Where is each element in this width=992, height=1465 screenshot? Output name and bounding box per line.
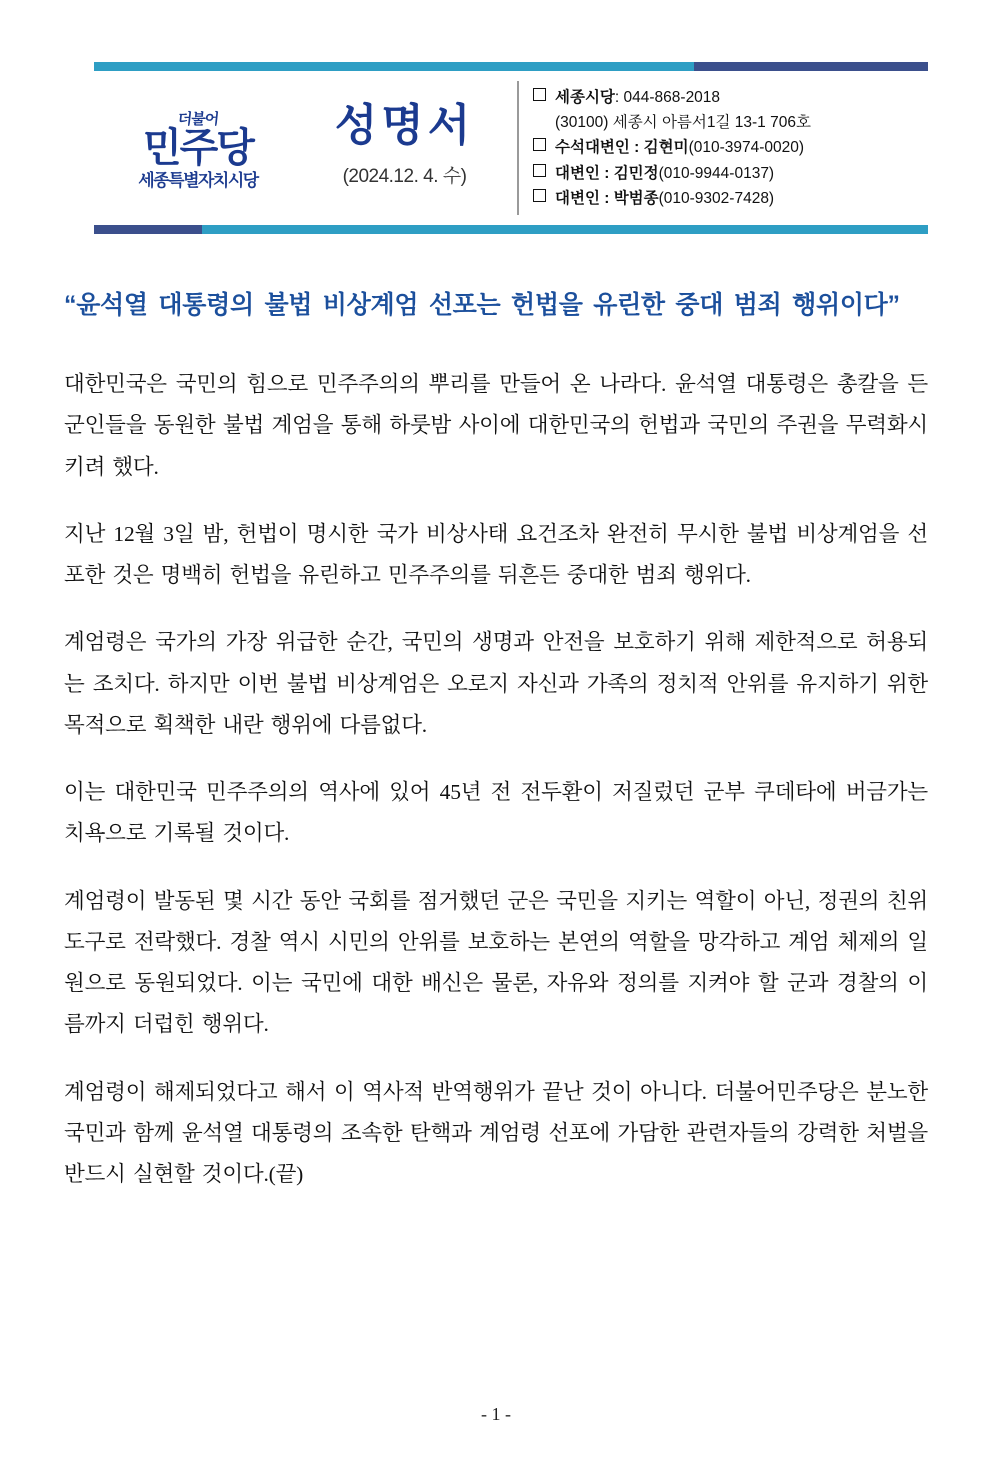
- page-number: - 1 -: [481, 1404, 511, 1424]
- statement-headline: “윤석열 대통령의 불법 비상계엄 선포는 헌법을 유린한 중대 범죄 행위이다”: [64, 291, 900, 319]
- document-title-block: [302, 102, 507, 193]
- contact-line: [533, 110, 928, 135]
- party-logo: [94, 108, 302, 189]
- contact-address: (30100) 세종시 아름서1길 13-1 706호: [555, 114, 811, 132]
- header-bottom-rule-cyan: [202, 225, 928, 234]
- paragraph: 이는 대한민국 민주주의의 역사에 있어 45년 전 전두환이 저질렀던 군부 쿠데타에 버금가는 치욕으로 기록될 것이다.: [64, 780, 928, 846]
- paragraph: 지난 12월 3일 밤, 헌법이 명시한 국가 비상사태 요건조차 완전히 무시한 불법 비상계엄을 선포한 것은 명백히 헌법을 유린하고 민주주의를 뒤흔든 중대한 범죄 행위다.: [64, 521, 928, 588]
- contact-label: 대변인 : 박범종: [555, 189, 659, 207]
- contact-value: (010-9944-0137): [658, 164, 775, 182]
- paragraph: 계엄령이 발동된 몇 시간 동안 국회를 점거했던 군은 국민을 지키는 역할이 아닌, 정권의 친위 도구로 전락했다. 경찰 역시 시민의 안위를 보호하는 본연의 역할을 망각하고 계엄 체제의 일원으로 동원되었다. 이는 국민에 대한 배신은 물론, 자유와 정의를 지켜야 할 군과 경찰의 이름까지 더럽힌 행위다.: [64, 888, 928, 1037]
- header-bottom-rule: [94, 225, 928, 234]
- contact-value: (010-3974-0020): [688, 139, 805, 157]
- contact-line: [533, 135, 928, 160]
- contact-label: 세종시당: [555, 89, 615, 107]
- contact-label: 수석대변인 : 김현미: [555, 139, 689, 157]
- contact-line: [533, 85, 928, 110]
- contact-label: 대변인 : 김민정: [555, 164, 659, 182]
- statement-body: [64, 364, 928, 1196]
- party-logo-sub-text: 세종특별자치시당: [138, 170, 258, 190]
- header-bottom-rule-navy: [94, 225, 202, 234]
- checkbox-icon: [533, 164, 546, 177]
- checkbox-icon: [533, 189, 546, 202]
- checkbox-icon: [533, 88, 546, 101]
- page-title: 성명서: [334, 101, 475, 151]
- document-date: (2024.12. 4. 수): [342, 165, 467, 187]
- contact-line: [533, 161, 928, 186]
- paragraph: 계엄령이 해제되었다고 해서 이 역사적 반역행위가 끝난 것이 아니다. 더불어민주당은 분노한 국민과 함께 윤석열 대통령의 조속한 탄핵과 계엄령 선포에 가담한 관련자들의 강력한 처벌을 반드시 실현할 것이다.(끝): [64, 1079, 928, 1187]
- header-top-rule-cyan: [94, 62, 694, 71]
- checkbox-icon: [533, 138, 546, 151]
- contact-value: : 044-868-2018: [614, 89, 721, 107]
- contact-line: [533, 186, 928, 211]
- paragraph: 대한민국은 국민의 힘으로 민주주의의 뿌리를 만들어 온 나라다. 윤석열 대통령은 총칼을 든 군인들을 동원한 불법 계엄을 통해 하룻밤 사이에 대한민국의 헌법과 국민의 주권을 무력화시키려 했다.: [64, 372, 928, 479]
- letterhead: [64, 62, 928, 234]
- contact-value: (010-9302-7428): [658, 189, 775, 207]
- party-logo-main-text: 민주당: [143, 125, 253, 170]
- header-top-rule: [94, 62, 928, 71]
- checkbox-placeholder-icon: [533, 113, 546, 126]
- party-logo-small-text: 더불어: [176, 110, 220, 128]
- contact-info: [517, 81, 928, 215]
- document-page: [0, 62, 992, 1465]
- header-top-rule-navy: [694, 62, 928, 71]
- paragraph: 계엄령은 국가의 가장 위급한 순간, 국민의 생명과 안전을 보호하기 위해 제한적으로 허용되는 조치다. 하지만 이번 불법 비상계엄은 오로지 자신과 가족의 정치적 안위를 유지하기 위한 목적으로 획책한 내란 행위에 다름없다.: [64, 630, 928, 737]
